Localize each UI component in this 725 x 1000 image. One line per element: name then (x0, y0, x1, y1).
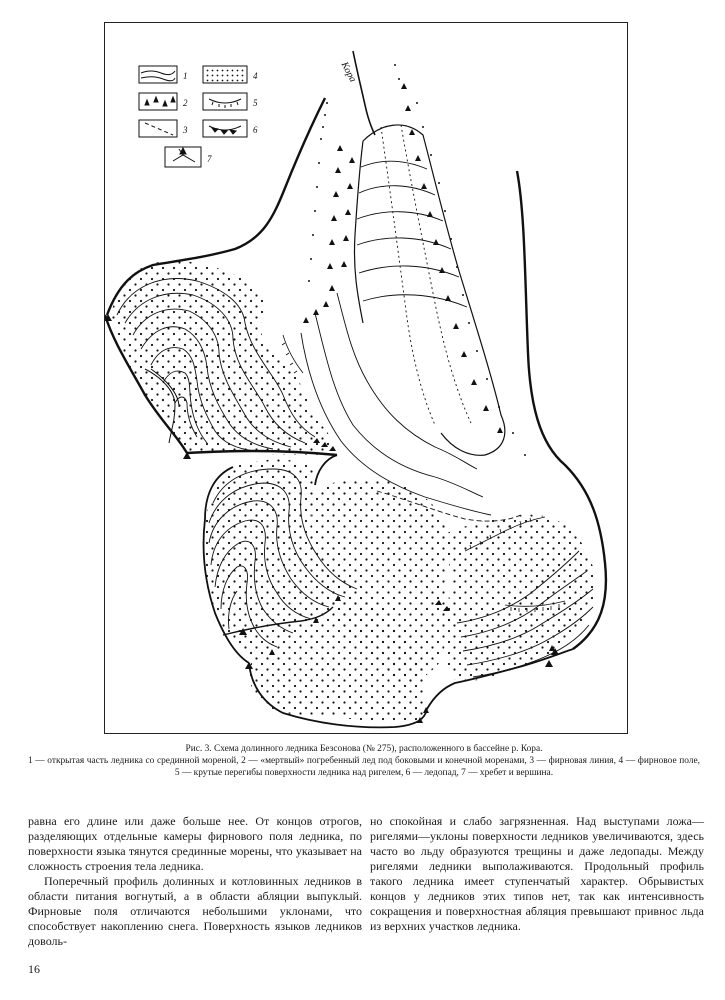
legend-num-3: 3 (183, 125, 188, 135)
legend-item-3 (139, 120, 188, 137)
moraine-dotted-edges (308, 64, 526, 456)
glacier-tongue (301, 125, 521, 521)
legend-item-6 (203, 120, 258, 137)
legend (139, 66, 258, 167)
figure-caption (28, 743, 700, 779)
paragraph: Поперечный профиль долинных и котловинных ледников в области питания вогнутый, а в области абляции выпуклый. Фирновые поля отличаются небольшими уклонами, что способствует накоплению снега. Поверхность языков ледников доволь- (28, 874, 362, 948)
legend-item-4 (203, 66, 258, 83)
text-column-right (370, 814, 704, 934)
legend-num-2: 2 (183, 98, 188, 108)
river-label: Кора (338, 60, 359, 85)
figure-frame (104, 22, 628, 734)
caption-title: Рис. 3. Схема долинного ледника Безсонова (№ 275), расположенного в бассейне р. Кора. (185, 744, 543, 754)
paragraph: но спокойная и слабо загрязненная. Над выступами ложа—ригелями—уклоны поверхности ледников увеличиваются, здесь часто во льду образуются трещины и даже ледопады. Между ригелями ледники выполаживаются. Продольный профиль такого ледника имеет ступенчатый характер. Обрывистых концов у ледников этих типов нет, так как интенсивность сокращения и поверхностная абляция превышают привнос льда из верхних участков ледника. (370, 814, 704, 933)
legend-num-1: 1 (183, 71, 188, 81)
legend-num-6: 6 (253, 125, 258, 135)
legend-item-7 (165, 147, 212, 167)
firn-basin-lower-right (444, 515, 595, 681)
moraine-left-lateral (303, 145, 355, 323)
moraine-right-lateral (401, 83, 503, 433)
paragraph: равна его длине или даже больше нее. От концов отрогов, разделяющих отдельные камеры фирнового поля ледника, по поверхности языка тянутся срединные морены, что указывает на сложность строения тела ледника. (28, 814, 362, 873)
legend-item-2 (139, 93, 188, 110)
legend-item-5 (203, 93, 258, 110)
caption-legend: 1 — открытая часть ледника со срединной мореной, 2 — «мертвый» погребенный лед под боковыми и конечной моренами, 3 — фирновая линия, 4 — фирновое поле, 5 — крутые перегибы поверхности ледника над ригелем, 6 — ледопад, 7 — хребет и вершина. (28, 756, 700, 778)
firn-basin-upper-left (111, 261, 333, 455)
river-kora (338, 51, 375, 135)
legend-item-1 (139, 66, 188, 83)
page-number: 16 (28, 962, 40, 976)
legend-num-4: 4 (253, 71, 258, 81)
legend-num-7: 7 (207, 154, 212, 164)
glacier-schema-map (105, 23, 629, 735)
legend-num-5: 5 (253, 98, 258, 108)
text-column-left (28, 814, 362, 949)
